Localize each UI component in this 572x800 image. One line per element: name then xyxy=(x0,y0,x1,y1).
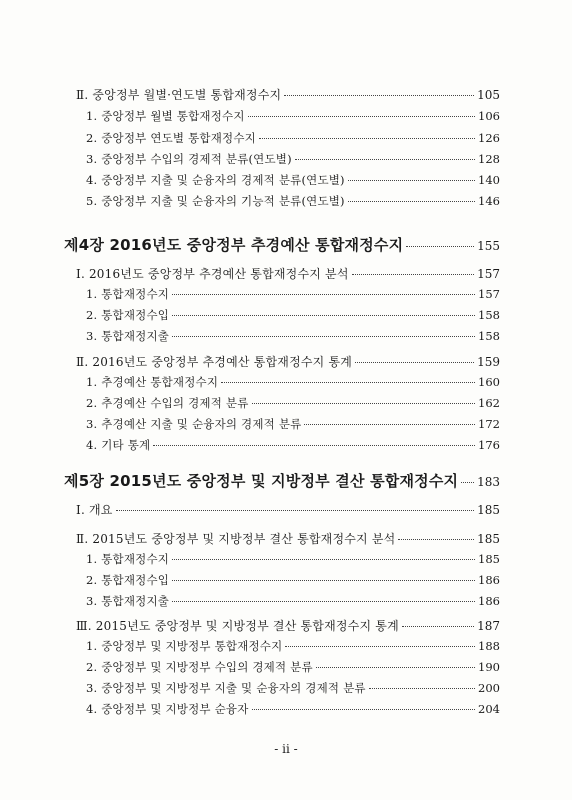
leader-dots xyxy=(172,315,475,316)
toc-entry-label: Ⅰ. 개요 xyxy=(76,503,113,517)
toc-entry-subsection[interactable] xyxy=(86,374,500,390)
toc-entry-page: 159 xyxy=(477,355,500,369)
toc-entry-page: 185 xyxy=(477,503,500,517)
toc-entry-page: 200 xyxy=(478,681,500,695)
toc-entry-page: 105 xyxy=(477,88,500,102)
leader-dots xyxy=(252,403,476,404)
toc-entry-label: 1. 통합재정수지 xyxy=(86,552,170,566)
toc-entry-page: 140 xyxy=(478,173,500,187)
toc-entry-subsection[interactable] xyxy=(86,286,500,302)
leader-dots xyxy=(304,424,475,425)
toc-entry-page: 186 xyxy=(478,594,500,608)
toc-entry-subsection[interactable] xyxy=(86,638,500,654)
toc-entry-label: Ⅱ. 2015년도 중앙정부 및 지방정부 결산 통합재정수지 분석 xyxy=(76,532,396,546)
leader-dots xyxy=(259,138,475,139)
toc-entry-section[interactable] xyxy=(76,353,500,370)
toc-entry-section[interactable] xyxy=(76,265,500,282)
leader-dots xyxy=(284,95,474,96)
toc-entry-subsection[interactable] xyxy=(86,328,500,344)
leader-dots xyxy=(285,646,475,647)
toc-chapter-title: 제5장 2015년도 중앙정부 및 지방정부 결산 통합재정수지 xyxy=(64,472,459,490)
toc-entry-label: 3. 중앙정부 및 지방정부 지출 및 순융자의 경제적 분류 xyxy=(86,681,366,695)
toc-entry-chapter[interactable] xyxy=(64,234,500,255)
toc-entry-label: 3. 추경예산 지출 및 순융자의 경제적 분류 xyxy=(86,417,302,431)
leader-dots xyxy=(369,688,475,689)
toc-entry-label: 2. 통합재정수입 xyxy=(86,308,170,322)
toc-entry-page: 176 xyxy=(478,438,500,452)
leader-dots xyxy=(348,201,475,202)
toc-entry-label: 1. 추경예산 통합재정수지 xyxy=(86,375,219,389)
toc-entry-label: 4. 기타 통계 xyxy=(86,438,151,452)
toc-entry-label: Ⅱ. 중앙정부 월별·연도별 통합재정수지 xyxy=(76,88,282,102)
leader-dots xyxy=(172,559,475,560)
toc-entry-page: 160 xyxy=(478,375,500,389)
leader-dots xyxy=(252,709,476,710)
toc-entry-page: 185 xyxy=(477,532,500,546)
leader-dots xyxy=(221,382,475,383)
toc-entry-label: 4. 중앙정부 지출 및 순융자의 경제적 분류(연도별) xyxy=(86,173,345,187)
toc-entry-section[interactable] xyxy=(76,530,500,547)
toc-entry-subsection[interactable] xyxy=(86,551,500,567)
toc-entry-subsection[interactable] xyxy=(86,593,500,609)
toc-entry-page: 157 xyxy=(478,287,500,301)
leader-dots xyxy=(461,482,474,483)
toc-entry-page: 162 xyxy=(478,396,500,410)
toc-entry-subsection[interactable] xyxy=(86,416,500,432)
toc-entry-page: 155 xyxy=(477,239,500,253)
leader-dots xyxy=(172,601,475,602)
toc-entry-label: 1. 중앙정부 월별 통합재정수지 xyxy=(86,109,245,123)
toc-entry-subsection[interactable] xyxy=(86,130,500,146)
toc-entry-label: 4. 중앙정부 및 지방정부 순융자 xyxy=(86,702,249,716)
toc-entry-chapter[interactable] xyxy=(64,470,500,491)
leader-dots xyxy=(406,246,474,247)
toc-entry-subsection[interactable] xyxy=(86,193,500,209)
toc-entry-subsection[interactable] xyxy=(86,572,500,588)
leader-dots xyxy=(355,362,474,363)
toc-entry-label: 1. 통합재정수지 xyxy=(86,287,170,301)
toc-entry-page: 185 xyxy=(478,552,500,566)
toc-chapter-title: 제4장 2016년도 중앙정부 추경예산 통합재정수지 xyxy=(64,236,404,254)
leader-dots xyxy=(295,159,475,160)
leader-dots xyxy=(348,180,475,181)
toc-entry-label: Ⅰ. 2016년도 중앙정부 추경예산 통합재정수지 분석 xyxy=(76,267,349,281)
leader-dots xyxy=(172,336,475,337)
leader-dots xyxy=(316,667,475,668)
toc-entry-section[interactable] xyxy=(76,86,500,103)
leader-dots xyxy=(116,510,475,511)
toc-entry-subsection[interactable] xyxy=(86,680,500,696)
toc-entry-label: Ⅱ. 2016년도 중앙정부 추경예산 통합재정수지 통계 xyxy=(76,355,353,369)
toc-entry-page: 187 xyxy=(477,619,500,633)
toc-entry-subsection[interactable] xyxy=(86,701,500,717)
leader-dots xyxy=(153,445,475,446)
toc-entry-section[interactable] xyxy=(76,501,500,518)
leader-dots xyxy=(398,539,474,540)
toc-entry-page: 183 xyxy=(477,475,500,489)
toc-entry-subsection[interactable] xyxy=(86,108,500,124)
toc-entry-label: 5. 중앙정부 지출 및 순융자의 기능적 분류(연도별) xyxy=(86,194,345,208)
toc-entry-subsection[interactable] xyxy=(86,437,500,453)
toc-entry-label: 3. 중앙정부 수입의 경제적 분류(연도별) xyxy=(86,152,292,166)
toc-entry-subsection[interactable] xyxy=(86,151,500,167)
toc-entry-page: 106 xyxy=(478,109,500,123)
toc-entry-label: 2. 추경예산 수입의 경제적 분류 xyxy=(86,396,249,410)
toc-entry-page: 146 xyxy=(478,194,500,208)
toc-entry-label: Ⅲ. 2015년도 중앙정부 및 지방정부 결산 통합재정수지 통계 xyxy=(76,619,399,633)
toc-entry-page: 186 xyxy=(478,573,500,587)
toc-entry-page: 126 xyxy=(478,131,500,145)
toc-entry-subsection[interactable] xyxy=(86,172,500,188)
toc-entry-subsection[interactable] xyxy=(86,307,500,323)
toc-entry-label: 3. 통합재정지출 xyxy=(86,329,170,343)
toc-entry-page: 158 xyxy=(478,329,500,343)
leader-dots xyxy=(352,274,474,275)
leader-dots xyxy=(402,626,474,627)
toc-entry-page: 190 xyxy=(478,660,500,674)
toc-entry-page: 128 xyxy=(478,152,500,166)
leader-dots xyxy=(172,580,475,581)
toc-entry-label: 1. 중앙정부 및 지방정부 통합재정수지 xyxy=(86,639,283,653)
toc-entry-page: 188 xyxy=(478,639,500,653)
toc-entry-page: 158 xyxy=(478,308,500,322)
toc-entry-label: 2. 중앙정부 연도별 통합재정수지 xyxy=(86,131,256,145)
toc-entry-label: 3. 통합재정지출 xyxy=(86,594,170,608)
leader-dots xyxy=(172,294,475,295)
toc-entry-subsection[interactable] xyxy=(86,659,500,675)
toc-entry-label: 2. 통합재정수입 xyxy=(86,573,170,587)
toc-entry-page: 157 xyxy=(477,267,500,281)
toc-entry-subsection[interactable] xyxy=(86,395,500,411)
toc-entry-label: 2. 중앙정부 및 지방정부 수입의 경제적 분류 xyxy=(86,660,313,674)
toc-entry-section[interactable] xyxy=(76,617,500,634)
toc-entry-page: 204 xyxy=(478,702,500,716)
leader-dots xyxy=(248,116,475,117)
toc-entry-page: 172 xyxy=(478,417,500,431)
page-number: - ii - xyxy=(274,742,298,756)
